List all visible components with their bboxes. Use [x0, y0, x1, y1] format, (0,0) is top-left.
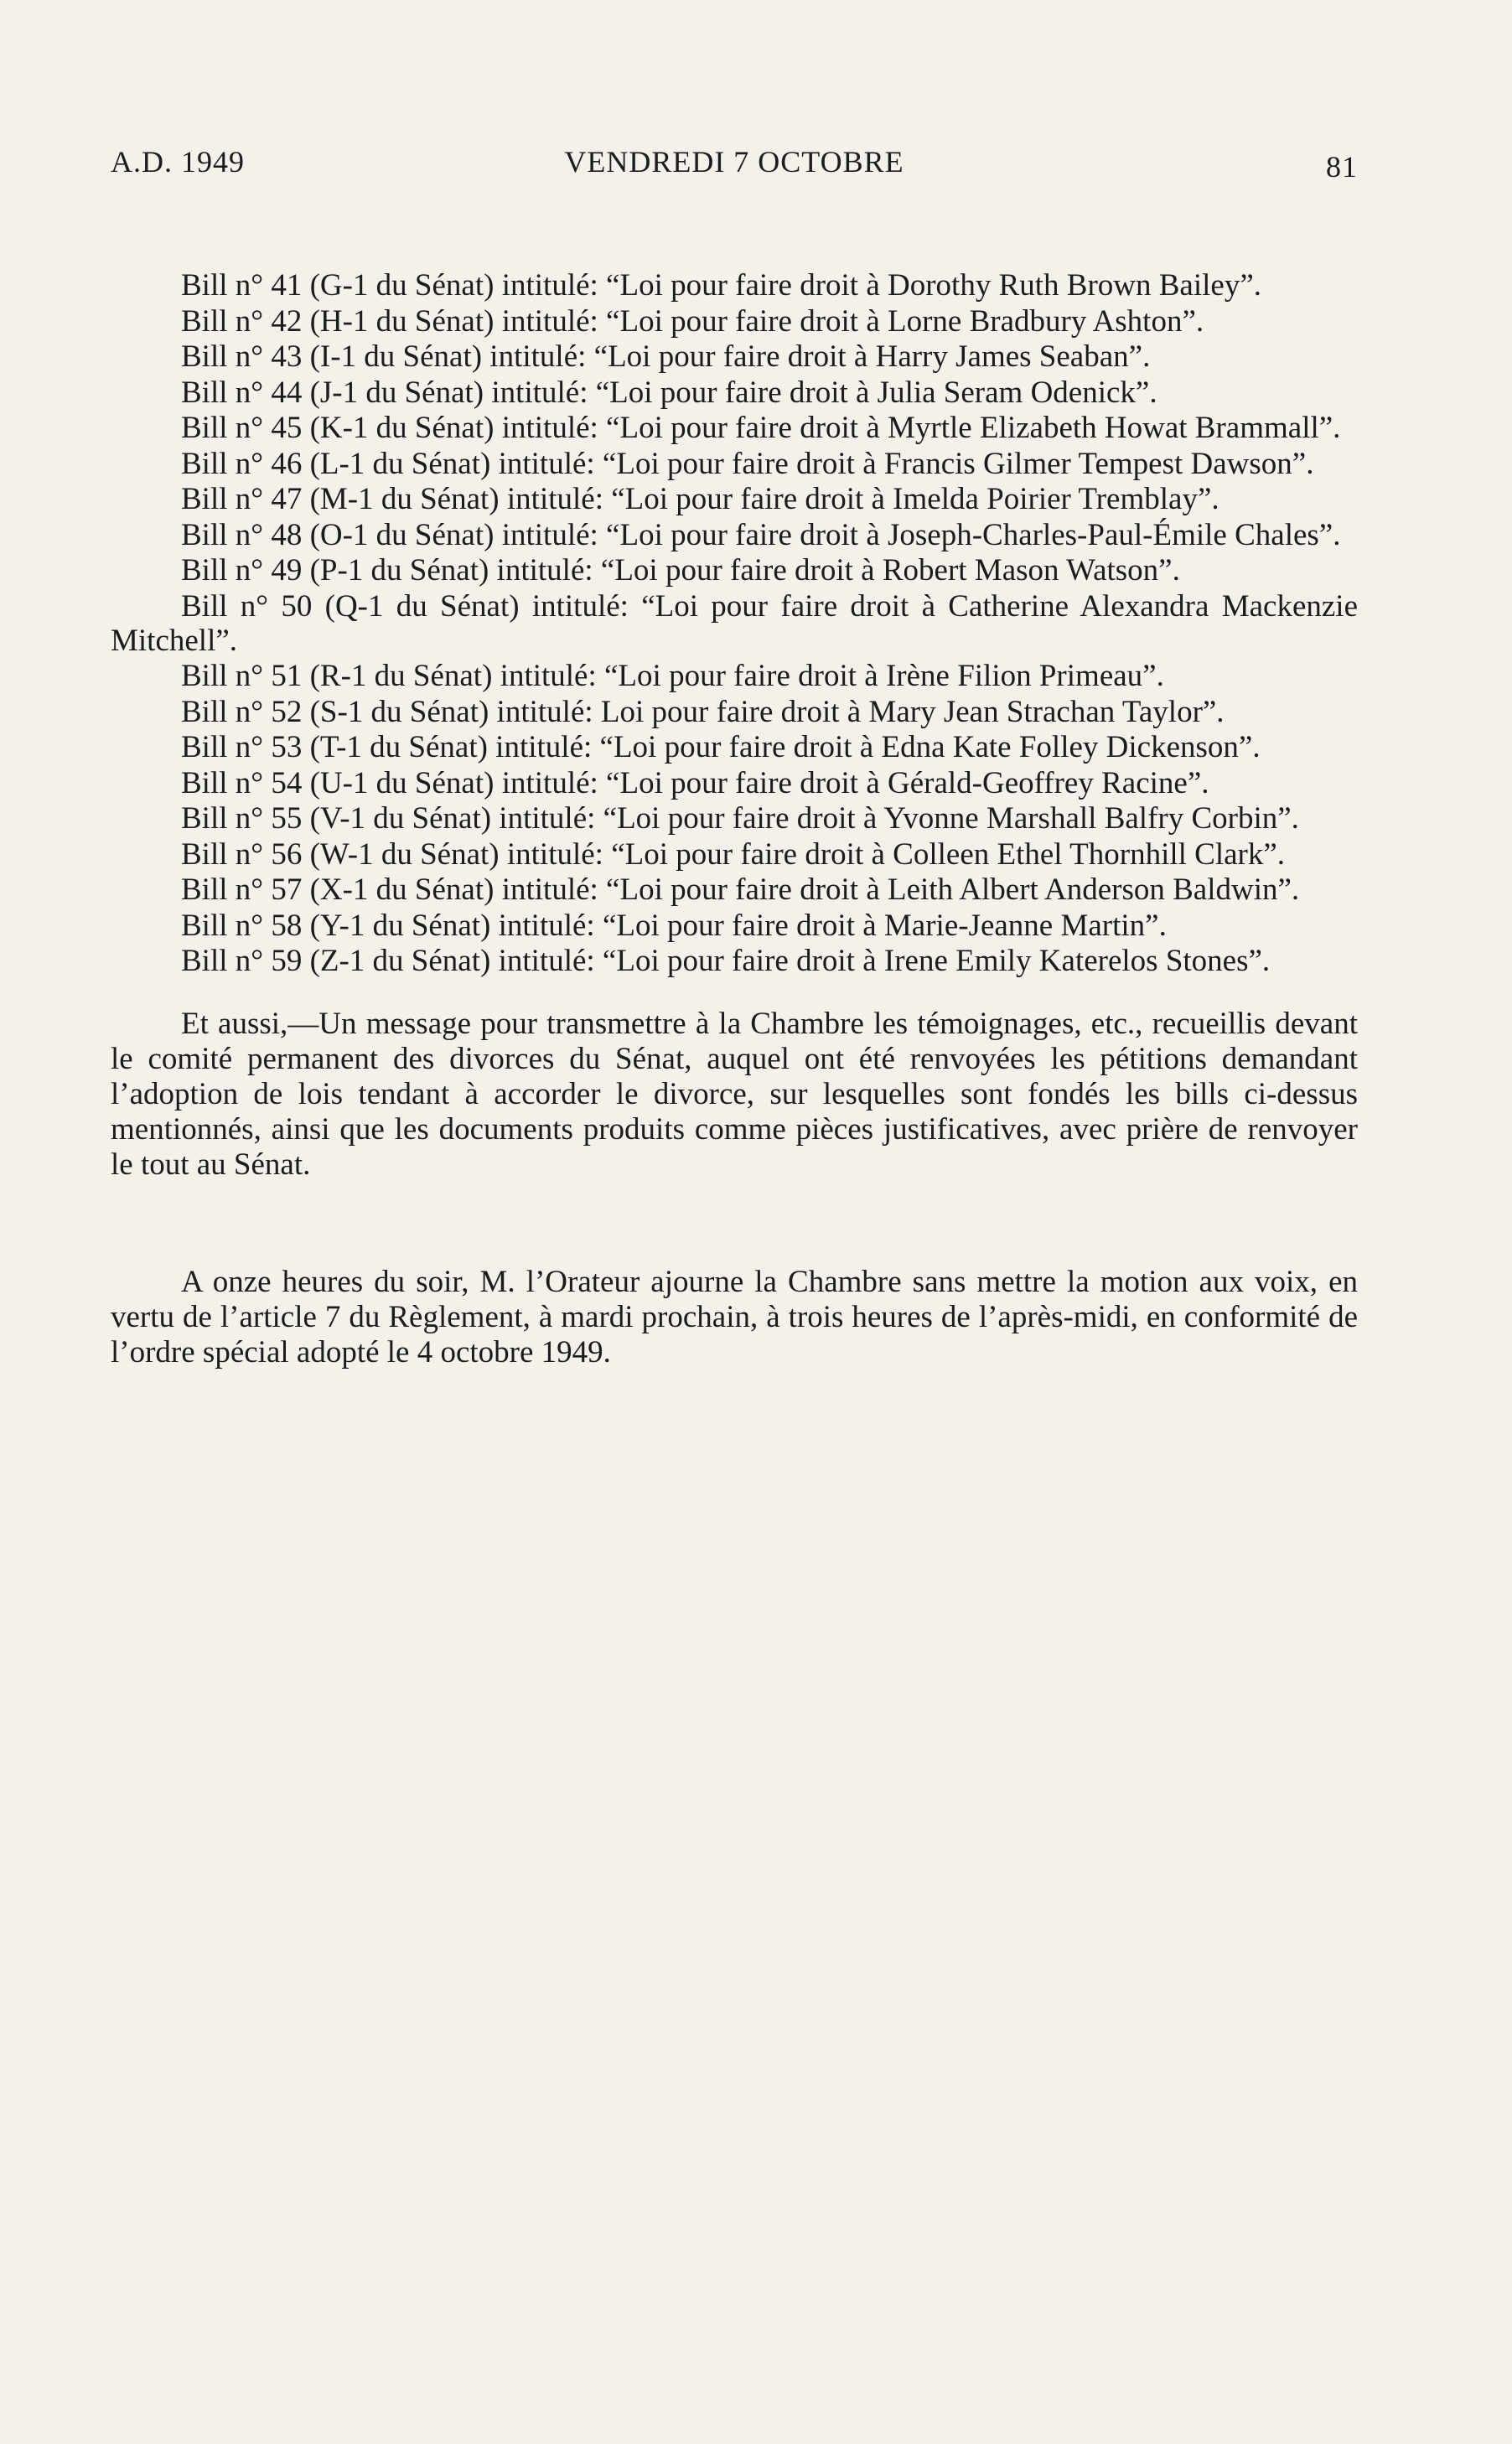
header-year: A.D. 1949 [111, 145, 245, 179]
bill-entry: Bill n° 48 (O-1 du Sénat) intitulé: “Loi pour faire droit à Joseph-Charles-Paul-Émile Chales”. [181, 517, 1341, 552]
page-header [111, 134, 1358, 184]
bill-entry: Bill n° 41 (G-1 du Sénat) intitulé: “Loi pour faire droit à Dorothy Ruth Brown Bailey”. [181, 268, 1262, 303]
bill-entry: Bill n° 42 (H-1 du Sénat) intitulé: “Loi pour faire droit à Lorne Bradbury Ashton”. [181, 303, 1204, 339]
bill-entry: Bill n° 56 (W-1 du Sénat) intitulé: “Loi pour faire droit à Colleen Ethel Thornhill Clark”. [181, 836, 1286, 872]
bill-entry: Bill n° 53 (T-1 du Sénat) intitulé: “Loi pour faire droit à Edna Kate Folley Dickenson”. [181, 730, 1261, 764]
header-date: VENDREDI 7 OCTOBRE [564, 145, 904, 179]
bill-entry: Bill n° 55 (V-1 du Sénat) intitulé: “Loi pour faire droit à Yvonne Marshall Balfry Corbin”. [181, 801, 1299, 836]
page-number: 81 [1326, 150, 1358, 184]
message-paragraph: Et aussi,—Un message pour transmettre à la Chambre les témoignages, etc., recueillis devant le comité permanent des divorces du Sénat, auquel ont été renvoyées les pétitions demandant l’adoption de lois tendant à accorder le divorce, sur lesquelles sont fondés les bills ci-dessus mentionnés, ainsi que les documents produits comme pièces justificatives, avec prière de renvoyer le tout au Sénat. [111, 1007, 1358, 1182]
document-page [111, 134, 1358, 1370]
bill-entry: Bill n° 43 (I-1 du Sénat) intitulé: “Loi pour faire droit à Harry James Seaban”. [181, 339, 1151, 374]
bill-entry: Bill n° 57 (X-1 du Sénat) intitulé: “Loi pour faire droit à Leith Albert Anderson Baldwin”. [181, 872, 1300, 907]
bill-entry: Bill n° 45 (K-1 du Sénat) intitulé: “Loi pour faire droit à Myrtle Elizabeth Howat Brammall”. [181, 411, 1341, 445]
adjournment-paragraph: A onze heures du soir, M. l’Orateur ajourne la Chambre sans mettre la motion aux voix, en vertu de l’article 7 du Règlement, à mardi prochain, à trois heures de l’après-midi, en conformité de l’ordre spécial adopté le 4 octobre 1949. [111, 1265, 1358, 1370]
bill-entry: Bill n° 49 (P-1 du Sénat) intitulé: “Loi pour faire droit à Robert Mason Watson”. [181, 553, 1180, 588]
bill-entry: Bill n° 52 (S-1 du Sénat) intitulé: Loi pour faire droit à Mary Jean Strachan Taylor”. [181, 694, 1225, 729]
bill-entry: Bill n° 59 (Z-1 du Sénat) intitulé: “Loi pour faire droit à Irene Emily Katerelos Stones”. [181, 944, 1271, 978]
bill-entry: Bill n° 46 (L-1 du Sénat) intitulé: “Loi pour faire droit à Francis Gilmer Tempest Dawson”. [181, 446, 1314, 481]
bill-entry: Bill n° 44 (J-1 du Sénat) intitulé: “Loi pour faire droit à Julia Seram Odenick”. [181, 375, 1157, 410]
bill-entry: Bill n° 51 (R-1 du Sénat) intitulé: “Loi pour faire droit à Irène Filion Primeau”. [181, 659, 1164, 693]
bill-entry: Bill n° 50 (Q-1 du Sénat) intitulé: “Loi pour faire droit à Catherine Alexandra Mackenzie Mitchell”. [111, 588, 1358, 658]
bill-entry: Bill n° 54 (U-1 du Sénat) intitulé: “Loi pour faire droit à Gérald-Geoffrey Racine”. [181, 765, 1209, 800]
bill-entry: Bill n° 58 (Y-1 du Sénat) intitulé: “Loi pour faire droit à Marie-Jeanne Martin”. [181, 908, 1167, 943]
bill-entry: Bill n° 47 (M-1 du Sénat) intitulé: “Loi pour faire droit à Imelda Poirier Tremblay”. [181, 482, 1219, 516]
bill-list [111, 268, 1358, 978]
